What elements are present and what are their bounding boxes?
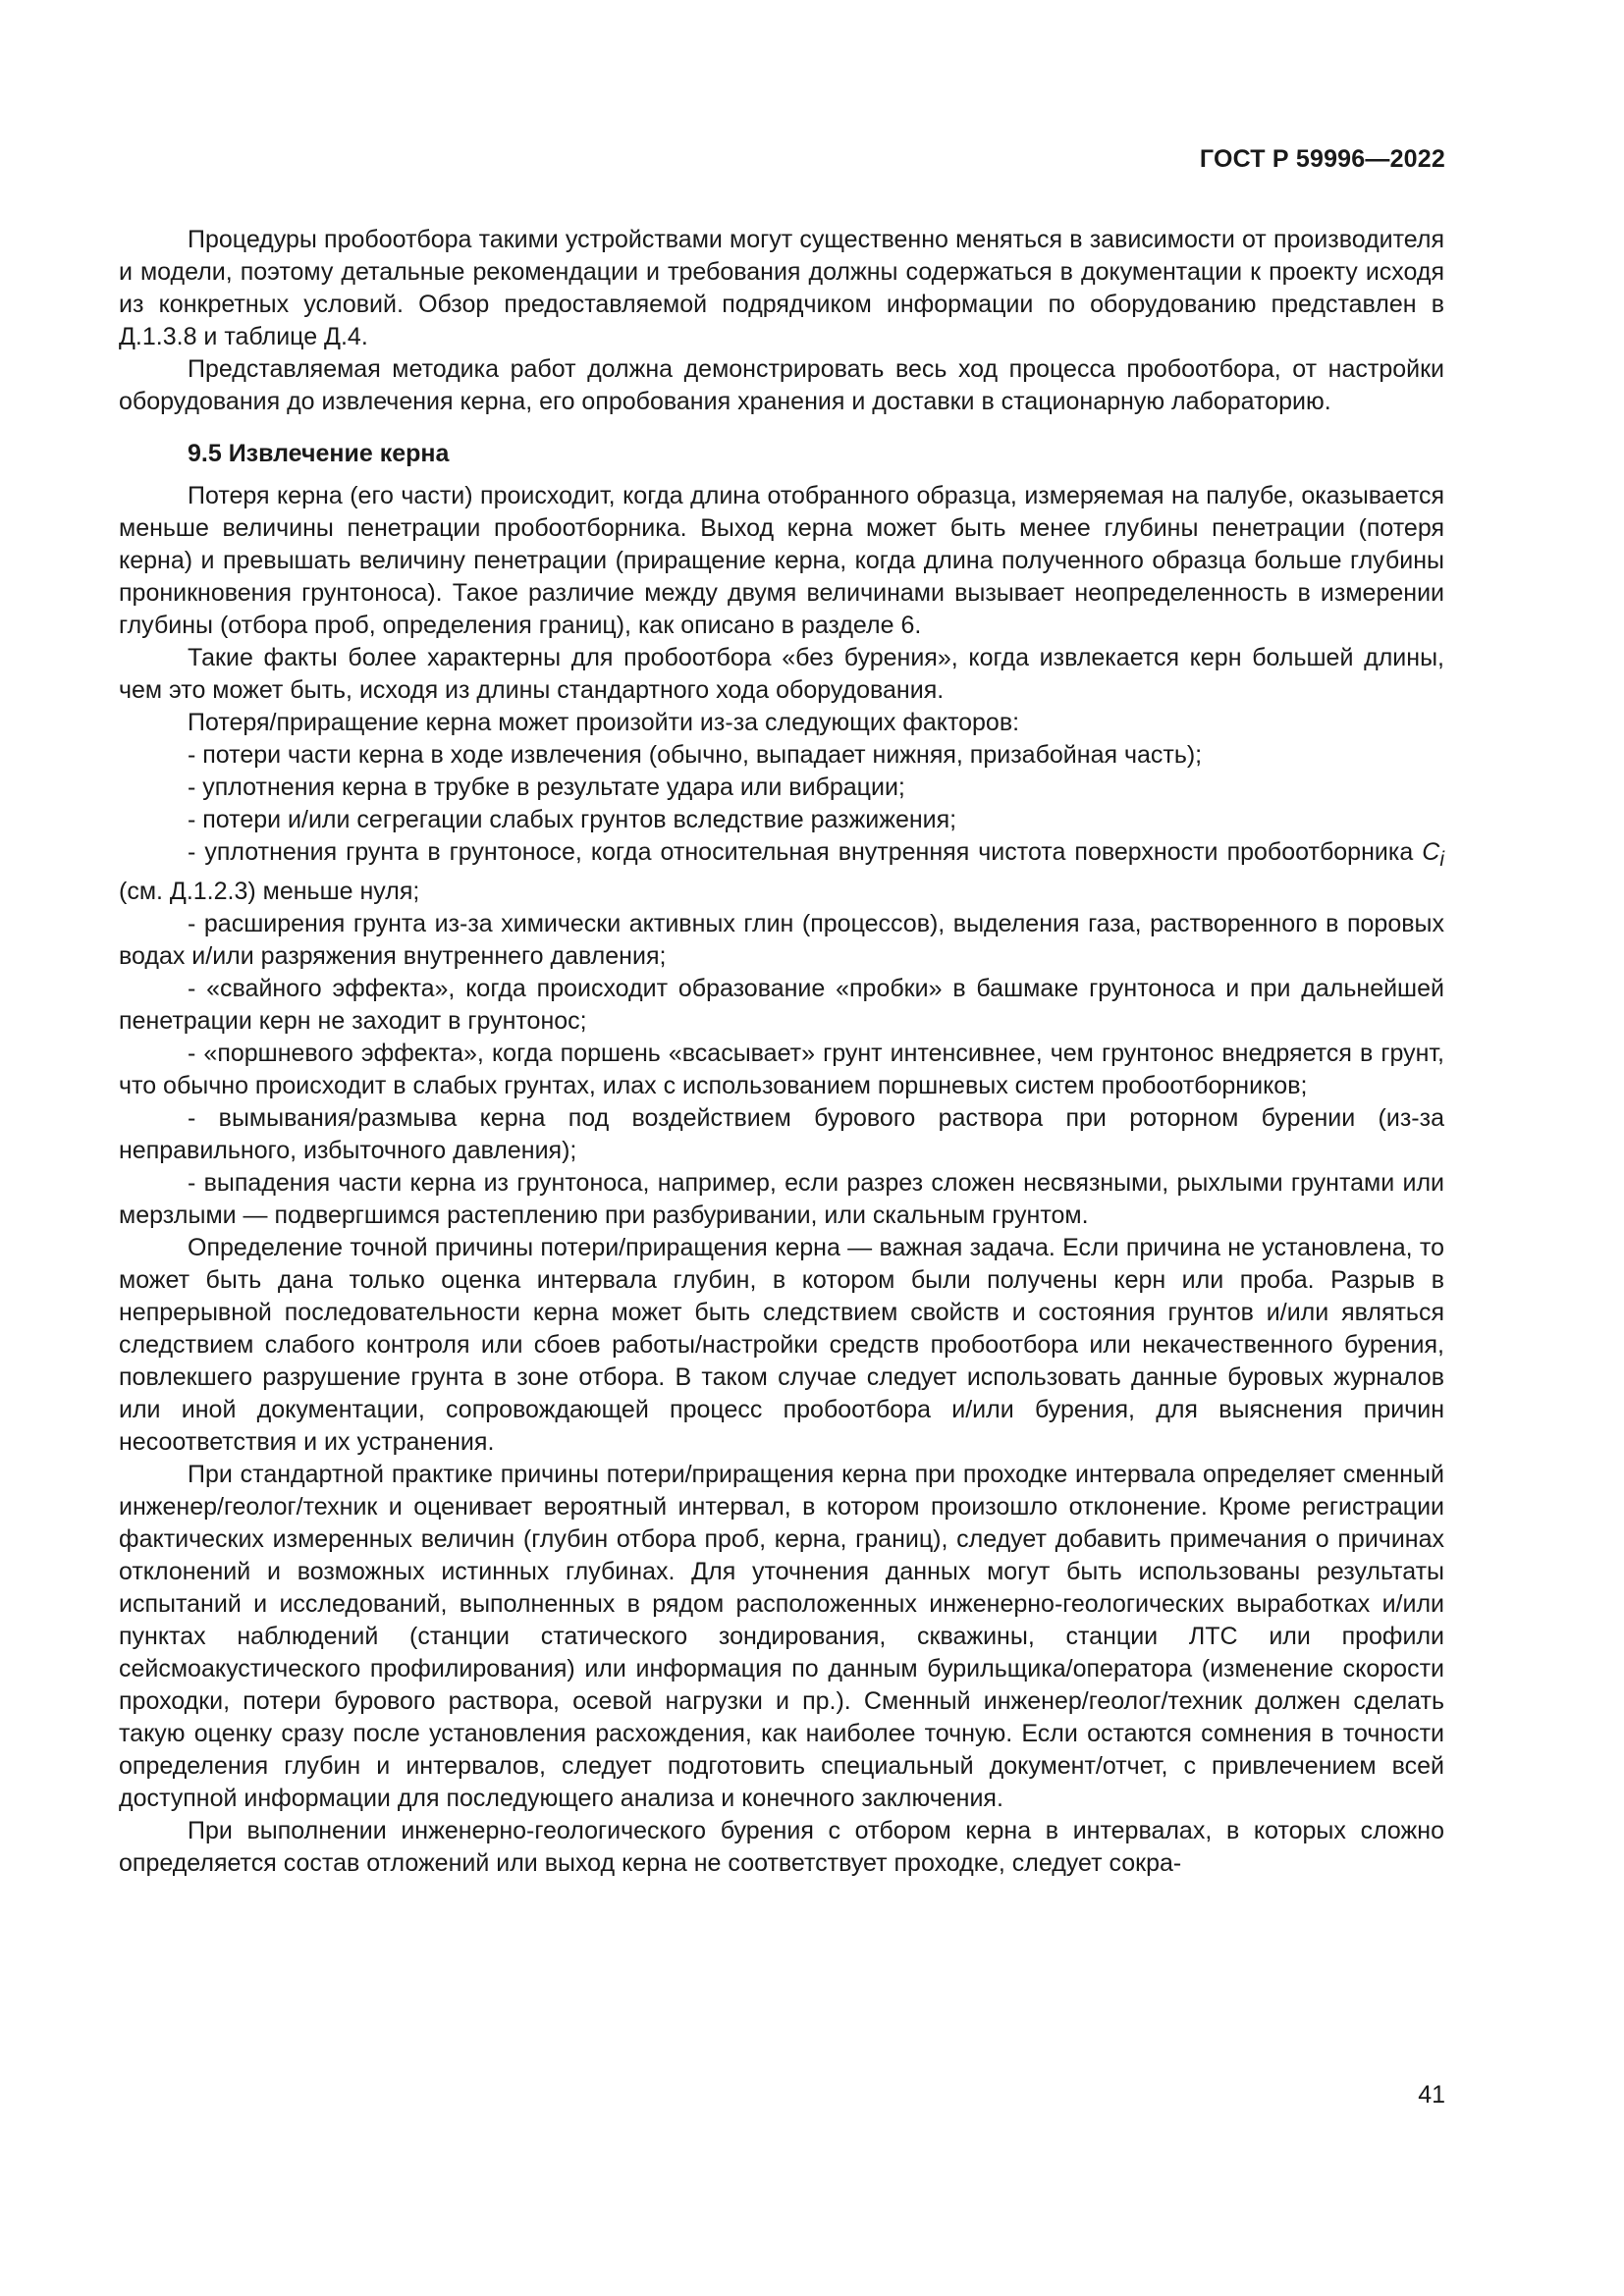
paragraph: Определение точной причины потери/приращения керна — важная задача. Если причина не установлена, то может быть дана только оценка интервала глубин, в котором были получены керн или проба. Разрыв в непрерывной последовательности керна может быть следствием свойств и состояния грунтов и/или являться следствием слабого контроля или сбоев работы/настройки средств пробоотбора или некачественного бурения, повлекшего разрушение грунта в зоне отбора. В таком случае следует использовать данные буровых журналов или иной документации, сопровождающей процесс пробоотбора и/или бурения, для выяснения причин несоответствия и их устранения. bbox=[119, 1234, 1444, 1456]
list-item: - вымывания/размыва керна под воздействием бурового раствора при роторном бурении (из-за неправильного, избыточного давления); bbox=[119, 1104, 1444, 1164]
list-item: - потери и/или сегрегации слабых грунтов вследствие разжижения; bbox=[188, 806, 957, 833]
paragraph: Потеря/приращение керна может произойти из-за следующих факторов: bbox=[188, 709, 1020, 736]
list-item-tail: (см. Д.1.2.3) меньше нуля; bbox=[119, 878, 420, 905]
list-item: - уплотнения керна в трубке в результате удара или вибрации; bbox=[188, 774, 905, 801]
list-item: - выпадения части керна из грунтоноса, например, если разрез сложен несвязными, рыхлыми грунтами или мерзлыми — подвергшимся растеплению при разбуривании, или скальным грунтом. bbox=[119, 1169, 1444, 1229]
paragraph: Такие факты более характерны для пробоотбора «без бурения», когда извлекается керн большей длины, чем это может быть, исходя из длины стандартного хода оборудования. bbox=[119, 644, 1444, 704]
list-item: - потери части керна в ходе извлечения (обычно, выпадает нижняя, призабойная часть); bbox=[188, 741, 1203, 769]
list-item bbox=[119, 836, 1444, 908]
paragraph: При стандартной практике причины потери/приращения керна при проходке интервала определяет сменный инженер/геолог/техник и оценивает вероятный интервал, в котором произошло отклонение. Кроме регистрации фактических измеренных величин (глубин отбора проб, керна, границ), следует добавить примечания о причинах отклонений и возможных истинных глубинах. Для уточнения данных могут быть использованы результаты испытаний и исследований, выполненных в рядом расположенных инженерно-геологических выработках и/или пунктах наблюдений (станции статического зондирования, скважины, станции ЛТС или профили сейсмоакустического профилирования) или информация по данным бурильщика/оператора (изменение скорости проходки, потери бурового раствора, осевой нагрузки и пр.). Сменный инженер/геолог/техник должен сделать такую оценку сразу после установления расхождения, как наиболее точную. Если остаются сомнения в точности определения глубин и интервалов, следует подготовить специальный документ/отчет, с привлечением всей доступной информации для последующего анализа и конечного заключения. bbox=[119, 1461, 1444, 1812]
paragraph: Потеря керна (его части) происходит, когда длина отобранного образца, измеряемая на палубе, оказывается меньше величины пенетрации пробоотборника. Выход керна может быть менее глубины пенетрации (потеря керна) и превышать величину пенетрации (приращение керна, когда длина полученного образца больше глубины проникновения грунтоноса). Такое различие между двумя величинами вызывает неопределенность в измерении глубины (отбора проб, определения границ), как описано в разделе 6. bbox=[119, 482, 1444, 639]
document-body bbox=[119, 224, 1444, 1880]
symbol-c: C bbox=[1422, 838, 1440, 866]
paragraph: При выполнении инженерно-геологического бурения с отбором керна в интервалах, в которых сложно определяется состав отложений или выход керна не соответствует проходке, следует сокра- bbox=[119, 1817, 1444, 1877]
page-number: 41 bbox=[1418, 2081, 1445, 2109]
list-item: - «поршневого эффекта», когда поршень «всасывает» грунт интенсивнее, чем грунтонос внедряется в грунт, что обычно происходит в слабых грунтах, илах с использованием поршневых систем пробоотборников; bbox=[119, 1040, 1444, 1099]
symbol-subscript: i bbox=[1439, 848, 1444, 871]
paragraph: Процедуры пробоотбора такими устройствами могут существенно меняться в зависимости от производителя и модели, поэтому детальные рекомендации и требования должны содержаться в документации к проекту исходя из конкретных условий. Обзор предоставляемой подрядчиком информации по оборудованию представлен в Д.1.3.8 и таблице Д.4. bbox=[119, 226, 1444, 350]
document-id-header: ГОСТ Р 59996—2022 bbox=[1199, 145, 1445, 173]
list-item: - расширения грунта из-за химически активных глин (процессов), выделения газа, растворенного в поровых водах и/или разряжения внутреннего давления; bbox=[119, 910, 1444, 970]
list-item: - «свайного эффекта», когда происходит образование «пробки» в башмаке грунтоноса и при дальнейшей пенетрации керн не заходит в грунтонос; bbox=[119, 975, 1444, 1035]
section-heading: 9.5 Извлечение керна bbox=[188, 440, 450, 467]
list-item-text: - уплотнения грунта в грунтоносе, когда относительная внутренняя чистота поверхности пробоотборника bbox=[188, 838, 1414, 866]
paragraph: Представляемая методика работ должна демонстрировать весь ход процесса пробоотбора, от настройки оборудования до извлечения керна, его опробования хранения и доставки в стационарную лабораторию. bbox=[119, 355, 1444, 415]
